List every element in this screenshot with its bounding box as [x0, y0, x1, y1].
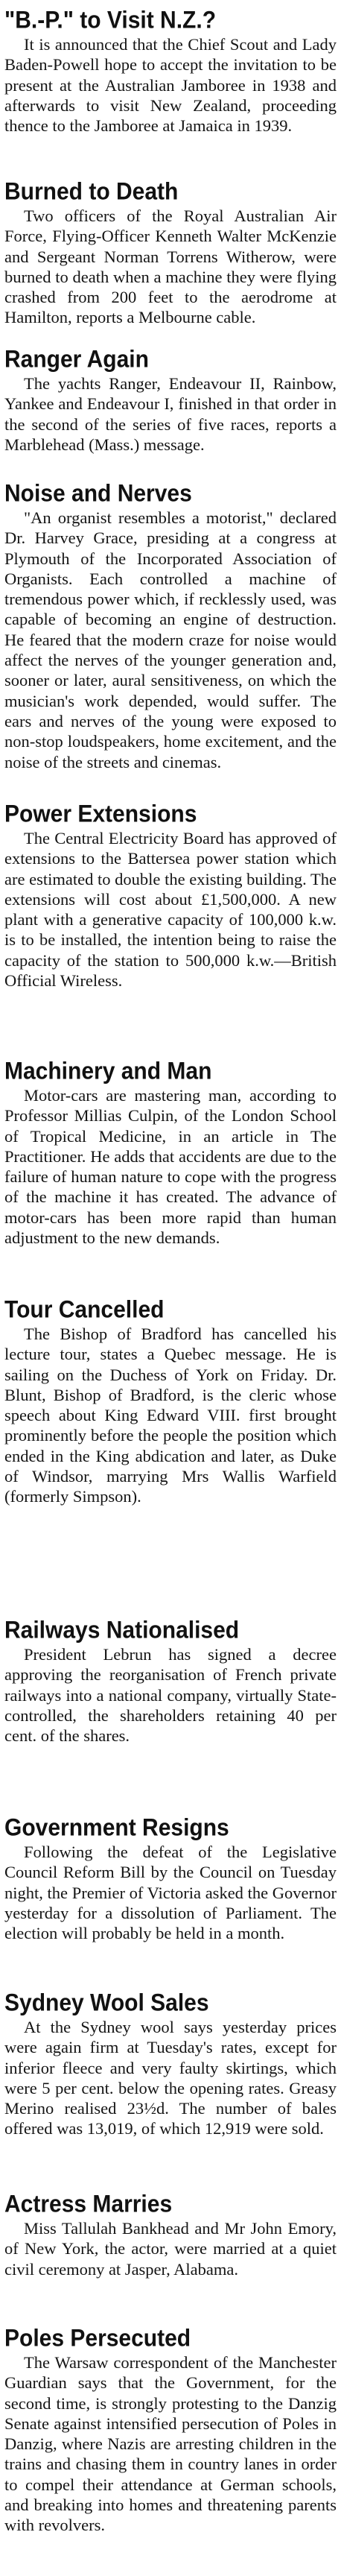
article-headline: Power Extensions: [4, 801, 197, 827]
article-actress-marries: [4, 2188, 337, 2323]
article-sydney-wool-sales: [4, 1987, 337, 2188]
article-body: It is announced that the Chief Scout and Lady Baden-Powell hope to accept the invitation to be present at the Australian Jamboree in 1938 and afterwards to visit New Zealand, proceeding thence to the Jamboree at Jamaica in 1939.: [4, 35, 337, 136]
article-headline: Actress Marries: [4, 2191, 173, 2217]
article-poles-persecuted: [4, 2323, 337, 2576]
article-headline: Machinery and Man: [4, 1058, 212, 1085]
article-body: Motor-cars are mastering man, according to Professor Millias Culpin, of the London School of Tropical Medicine, in an article in The Practitioner. He adds that accidents are due to the failure of human nature to cope with the progress of the machine it has created. The advance of motor-cars has been more rapid than human adjustment to the new demands.: [4, 1086, 337, 1248]
article-headline: Sydney Wool Sales: [4, 1989, 209, 2016]
article-body: "An organist resembles a motorist," declared Dr. Harvey Grace, presiding at a congress at Plymouth of the Incorporated Association of Organists. Each controlled a machine of tremendous power which, if recklessly used, was capable of becoming an engine of destruction. He feared that the modern craze for noise would affect the nerves of the younger generation and, sooner or later, aural sensitiveness, on which the musician's work depended, would suffer. The ears and nerves of the young were exposed to non-stop loudspeakers, home excitement, and the noise of the streets and cinemas.: [4, 508, 337, 771]
article-government-resigns: [4, 1812, 337, 1987]
article-headline: Government Resigns: [4, 1814, 229, 1841]
article-body: Following the defeat of the Legislative Council Reform Bill by the Council on Tuesday night, the Premier of Victoria asked the Governor yesterday for a dissolution of Parliament. The election will probably be held in a month.: [4, 1843, 337, 1943]
article-power-extensions: [4, 798, 337, 1055]
article-burned-to-death: [4, 176, 337, 344]
article-noise-and-nerves: [4, 478, 337, 798]
article-body: The yachts Ranger, Endeavour II, Rainbow, Yankee and Endeavour I, finished in that order in the second of the series of five races, reports a Marblehead (Mass.) message.: [4, 374, 337, 454]
article-headline: Poles Persecuted: [4, 2325, 191, 2352]
article-body: At the Sydney wool says yesterday prices were again firm at Tuesday's rates, except for inferior fleece and very faulty skirtings, which were 5 per cent. below the opening rates. Greasy Merino realised 23½d. The number of bales offered was 13,019, of which 12,919 were sold.: [4, 2018, 337, 2138]
article-railways-nationalised: [4, 1614, 337, 1812]
article-headline: Ranger Again: [4, 346, 149, 373]
article-headline: Tour Cancelled: [4, 1296, 165, 1323]
article-body: Miss Tallulah Bankhead and Mr John Emory, of New York, the actor, were married at a quiet civil ceremony at Jasper, Alabama.: [4, 2219, 337, 2279]
article-headline: Noise and Nerves: [4, 480, 192, 507]
article-body: The Central Electricity Board has approved of extensions to the Battersea power station which are estimated to double the existing building. The extensions will cost about £1,500,000. A new plant with a generative capacity of 100,000 k.w. is to be installed, the intention being to raise the capacity of the station to 500,000 k.w.—British Official Wireless.: [4, 829, 337, 991]
article-bp-visit: [4, 4, 337, 176]
article-machinery-and-man: [4, 1055, 337, 1294]
article-body: The Bishop of Bradford has cancelled his lecture tour, states a Quebec message. He is sailing on the Duchess of York on Friday. Dr. Blunt, Bishop of Bradford, is the cleric whose speech about King Edward VIII. first brought prominently before the people the position which ended in the King abdication and later, as Duke of Windsor, marrying Mrs Wallis Warfield (formerly Simpson).: [4, 1325, 337, 1506]
article-headline: Railways Nationalised: [4, 1617, 240, 1644]
newspaper-column: [0, 4, 341, 2576]
article-body: President Lebrun has signed a decree approving the reorganisation of French private railways into a national company, virtually State-controlled, the shareholders retaining 40 per cent. of the shares.: [4, 1645, 337, 1746]
article-ranger-again: [4, 344, 337, 478]
article-headline: Burned to Death: [4, 178, 179, 205]
article-headline: "B.-P." to Visit N.Z.?: [4, 7, 217, 34]
article-body: Two officers of the Royal Australian Air Force, Flying-Officer Kenneth Walter McKenzie and Sergeant Norman Torrens Witherow, were burned to death when a machine they were flying crashed from 200 feet to the aerodrome at Hamilton, reports a Melbourne cable.: [4, 206, 337, 327]
article-tour-cancelled: [4, 1294, 337, 1614]
article-body: The Warsaw correspondent of the Manchester Guardian says that the Government, for the second time, is strongly protesting to the Danzig Senate against intensified persecution of Poles in Danzig, where Nazis are arresting children in the trains and chasing them in country lanes in order to compel their attendance at German schools, and breaking into homes and threatening parents with revolvers.: [4, 2353, 337, 2535]
